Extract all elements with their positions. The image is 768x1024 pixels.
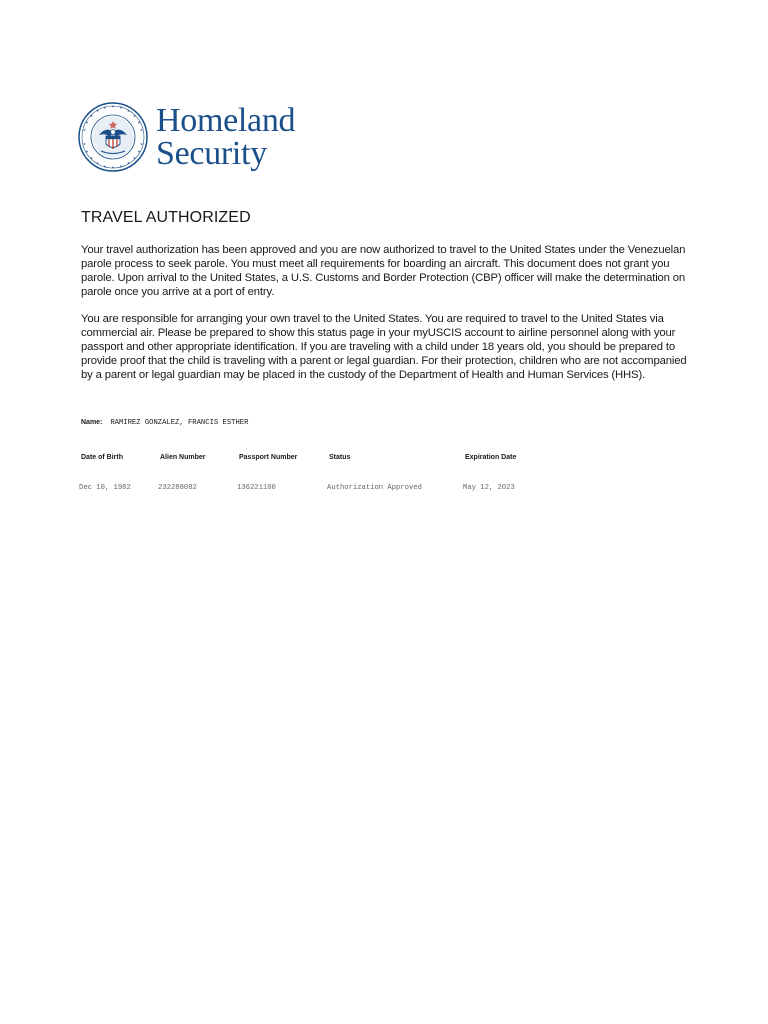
header-expiration-date: Expiration Date [465, 454, 517, 461]
header-date-of-birth: Date of Birth [81, 454, 123, 461]
header-alien-number: Alien Number [160, 454, 206, 461]
header-passport-number: Passport Number [239, 454, 298, 461]
dhs-wordmark [156, 104, 295, 170]
header-status: Status [329, 454, 351, 461]
dhs-logo [78, 100, 338, 180]
wordmark-line-2: Security [156, 135, 267, 172]
name-label: Name: [81, 419, 103, 426]
approval-paragraph: Your travel authorization has been approved and you are now authorized to travel to the United States under the Venezuelan parole process to seek parole. You must meet all requirements for boarding an aircraft. This document does not grant you parole. Upon arrival to the United States, a U.S. Customs and Border Protection (CBP) officer will make the determination on parole once you arrive at a port of entry. [81, 244, 686, 299]
page-title: TRAVEL AUTHORIZED [81, 209, 251, 226]
traveler-name: RAMIREZ GONZALEZ, FRANCIS ESTHER [110, 419, 249, 427]
cell-alien-number: 232288082 [158, 484, 197, 492]
cell-passport-number: 136221100 [237, 484, 276, 492]
cell-status: Authorization Approved [327, 484, 422, 492]
wordmark-line-1: Homeland [156, 102, 296, 139]
traveler-name-row [81, 419, 248, 427]
travel-instructions-paragraph: You are responsible for arranging your own travel to the United States. You are required to travel to the United States via commercial air. Please be prepared to show this status page in your myUSCIS account to airline personnel along with your passport and other appropriate identification. If you are traveling with a child under 18 years old, you should be prepared to provide proof that the child is traveling with a parent or legal guardian. For their protection, children who are not accompanied by a parent or legal guardian may be placed in the custody of the Department of Health and Human Services (HHS). [81, 313, 687, 382]
cell-date-of-birth: Dec 10, 1982 [79, 484, 131, 492]
dhs-seal-icon [78, 102, 148, 172]
cell-expiration-date: May 12, 2023 [463, 484, 515, 492]
